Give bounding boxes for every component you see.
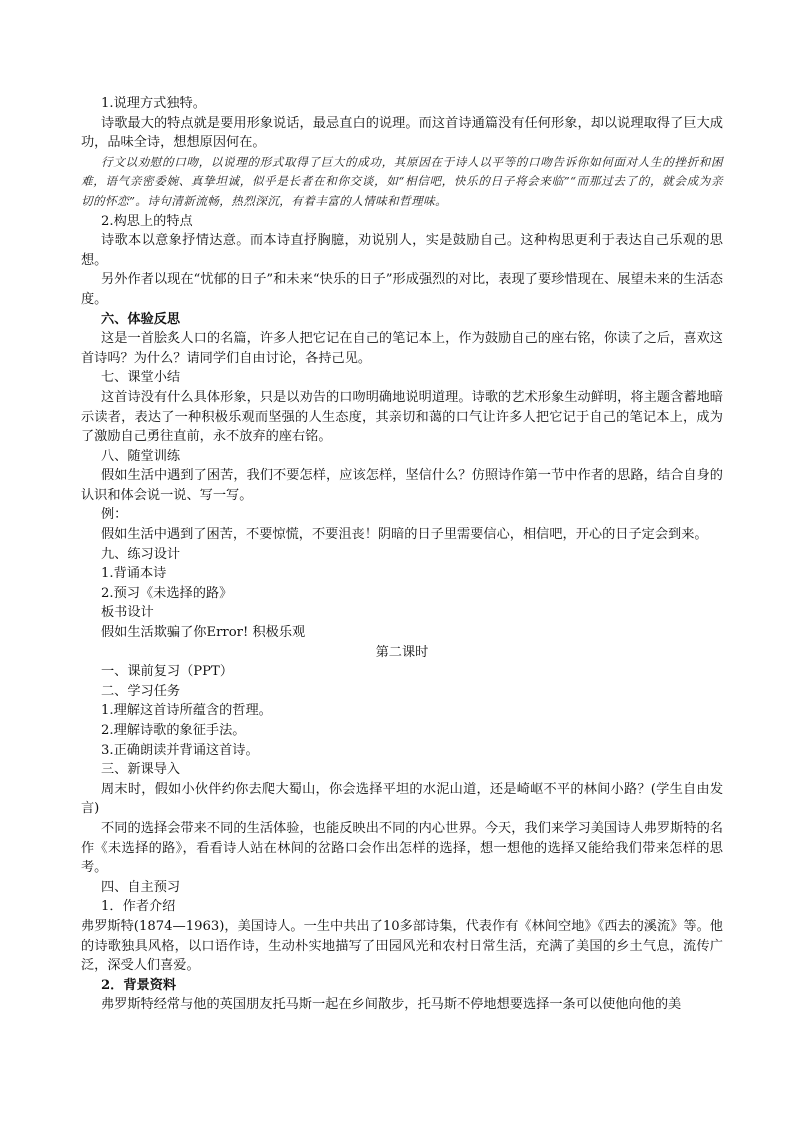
lesson-title: 第二课时 — [375, 644, 429, 660]
list-item: 1.理解这首诗所蕴含的哲理。 — [101, 703, 272, 719]
section-heading: 八、随堂训练 — [101, 448, 181, 464]
board-design-content: 假如生活欺骗了你Error! 积极乐观 — [101, 625, 306, 641]
section-heading: 一、课前复习（PPT） — [101, 664, 234, 680]
paragraph: 假如生活中遇到了困苦，我们不要怎样，应该怎样，坚信什么？仿照诗作第一节中作者的思路，结合自身的认识和体会说一说、写一写。 — [81, 468, 723, 503]
subheading-structure: 2.构思上的特点 — [101, 213, 193, 229]
paragraph: 周末时，假如小伙伴约你去爬大蜀山，你会选择平坦的水泥山道，还是崎岖不平的林间小路？(学生自由发言) — [81, 781, 724, 817]
paragraph: 这首诗没有什么具体形象，只是以劝告的口吻明确地说明道理。诗歌的艺术形象生动鲜明，将主题含蓄地暗示读者，表达了一种积极乐观而坚强的人生态度，其亲切和蔼的口气让许多人把它记于自己的笔记本上，成为了激励自己勇往直前，永不放弃的座右铭。 — [81, 389, 723, 445]
section-heading: 四、自主预习 — [101, 879, 181, 895]
example-label: 例： — [101, 507, 128, 523]
subheading-reasoning: 1.说理方式独特。 — [101, 96, 206, 111]
list-item: 1.背诵本诗 — [101, 566, 167, 582]
paragraph: 假如生活中遇到了困苦，不要惊慌，不要沮丧！阴暗的日子里需要信心，相信吧，开心的日子定会到来。 — [101, 527, 708, 543]
document-page — [81, 94, 723, 1015]
section-heading: 二、学习任务 — [101, 683, 181, 699]
list-item: 3.正确朗读并背诵这首诗。 — [101, 742, 259, 758]
paragraph: 另外作者以现在“忧郁的日子”和未来“快乐的日子”形成强烈的对比，表现了要珍惜现在、展望未来的生活态度。 — [81, 272, 723, 307]
list-item: 2.理解诗歌的象征手法。 — [101, 723, 246, 738]
paragraph: 不同的选择会带来不同的生活体验，也能反映出不同的内心世界。今天，我们来学习美国诗人弗罗斯特的名作《未选择的路》，看看诗人站在林间的岔路口会作出怎样的选择，想一想他的选择又能给我们带来怎样的思考。 — [81, 820, 723, 876]
list-item: 2.预习《未选择的路》 — [101, 585, 233, 601]
section-heading: 六、体验反思 — [101, 311, 181, 327]
paragraph: 诗歌最大的特点就是要用形象说话，最忌直白的说理。而这首诗通篇没有任何形象，却以说理取得了巨大成功，品味全诗，想想原因何在。 — [81, 115, 723, 151]
handwritten-note: 行文以劝慰的口吻，以说理的形式取得了巨大的成功，其原因在于诗人以平等的口吻告诉你如何面对人生的挫折和困难，语气亲密委婉、真挚坦诚，似乎是长者在和你交谈，如“相信吧，快乐的日子将会来临”“而那过去了的，就会成为亲切的怀恋”。诗句清新流畅，热烈深沉，有着丰富的人情味和哲理味。 — [81, 154, 723, 208]
board-design-label: 板书设计 — [101, 605, 154, 621]
paragraph: 诗歌本以意象抒情达意。而本诗直抒胸臆，劝说别人，实是鼓励自己。这种构思更利于表达自己乐观的思想。 — [81, 233, 723, 268]
subheading: 1．作者介绍 — [101, 899, 176, 915]
section-heading: 三、新课导入 — [101, 762, 181, 778]
section-heading: 九、练习设计 — [101, 546, 181, 562]
paragraph: 弗罗斯特经常与他的英国朋友托马斯一起在乡间散步，托马斯不停地想要选择一条可以使他向他的美 — [101, 997, 682, 1013]
paragraph: 这是一首脍炙人口的名篇，许多人把它记在自己的笔记本上，作为鼓励自己的座右铭，你读了之后，喜欢这首诗吗？为什么？请同学们自由讨论，各持己见。 — [81, 331, 723, 366]
paragraph: 弗罗斯特(1874—1963)，美国诗人。一生中共出了10多部诗集，代表作有《林间空地》《西去的溪流》等。他的诗歌独具风格，以口语作诗，生动朴实地描写了田园风光和农村日常生活，充满了美国的乡土气息，流传广泛，深受人们喜爱。 — [81, 918, 723, 974]
subheading: 2．背景资料 — [101, 977, 177, 993]
section-heading: 七、课堂小结 — [101, 370, 181, 386]
